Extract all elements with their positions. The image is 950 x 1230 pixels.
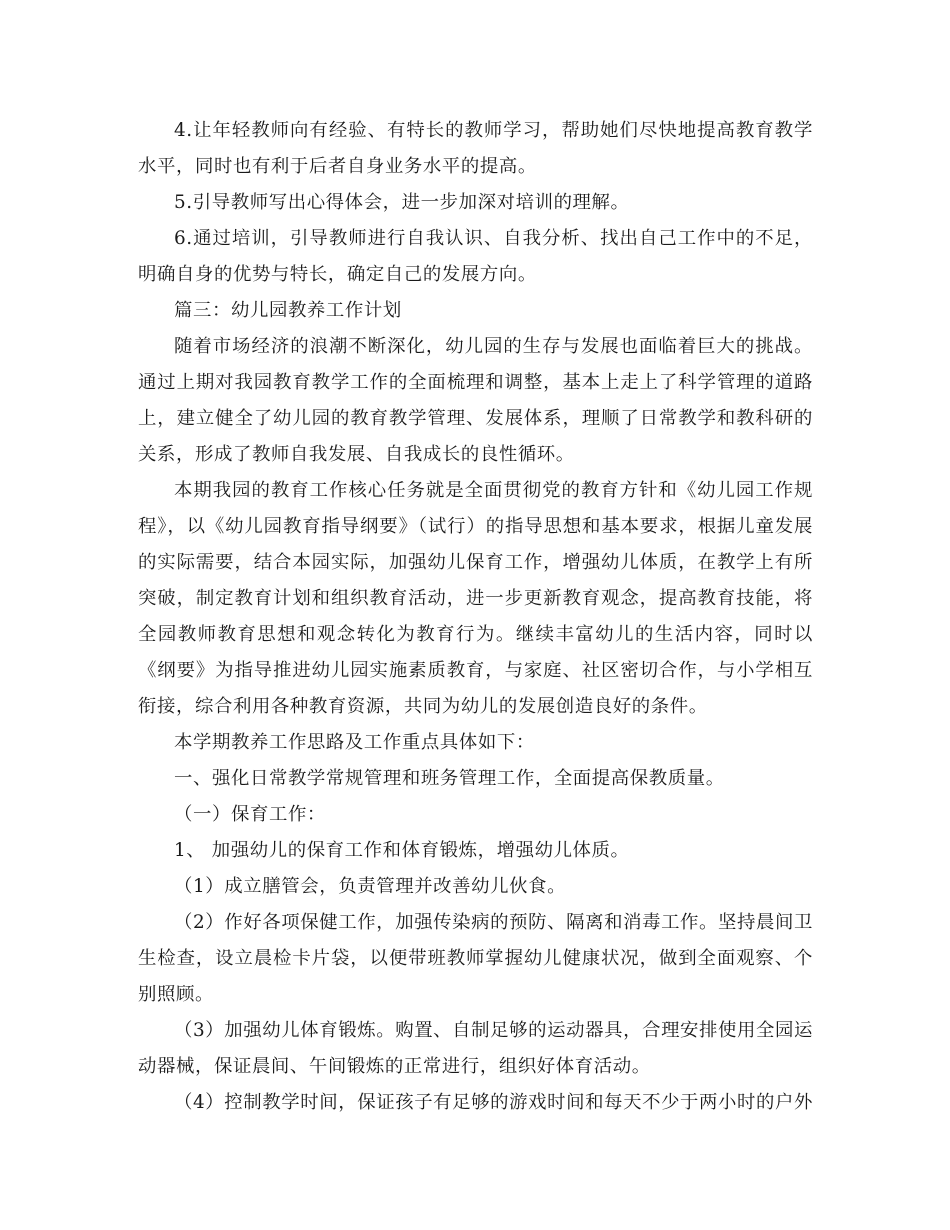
paragraph-subitem-4: （4）控制教学时间，保证孩子有足够的游戏时间和每天不少于两小时的户外 <box>174 1092 813 1113</box>
paragraph-subitem-1: （1）成立膳管会，负责管理并改善幼儿伙食。 <box>174 876 567 897</box>
paragraph-item-4: 4.让年轻教师向有经验、有特长的教师学习，帮助她们尽快地提高教育教学水平，同时也有利于后者自身业务水平的提高。 <box>138 120 813 177</box>
paragraph-intro: 随着市场经济的浪潮不断深化，幼儿园的生存与发展也面临着巨大的挑战。通过上期对我园教育教学工作的全面梳理和调整，基本上走上了科学管理的道路上，建立健全了幼儿园的教育教学管理、发展体系，理顺了日常教学和教科研的关系，形成了教师自我发展、自我成长的良性循环。 <box>138 336 813 465</box>
paragraph-subitem-3: （3）加强幼儿体育锻炼。购置、自制足够的运动器具，合理安排使用全园运动器械，保证晨间、午间锻炼的正常进行，组织好体育活动。 <box>138 1020 813 1077</box>
paragraph-item-1: 1、 加强幼儿的保育工作和体育锻炼，增强幼儿体质。 <box>174 840 630 861</box>
section-heading: 篇三：幼儿园教养工作计划 <box>174 300 402 321</box>
paragraph-item-6: 6.通过培训，引导教师进行自我认识、自我分析、找出自己工作中的不足，明确自身的优势与特长，确定自己的发展方向。 <box>138 228 813 285</box>
paragraph-subsection-care: （一）保育工作： <box>174 804 326 825</box>
paragraph-item-5: 5.引导教师写出心得体会，进一步加深对培训的理解。 <box>174 192 630 213</box>
paragraph-part-one: 一、强化日常教学常规管理和班务管理工作，全面提高保教质量。 <box>174 768 725 789</box>
paragraph-subitem-2: （2）作好各项保健工作，加强传染病的预防、隔离和消毒工作。坚持晨间卫生检查，设立晨检卡片袋，以便带班教师掌握幼儿健康状况，做到全面观察、个别照顾。 <box>138 912 813 1005</box>
paragraph-core-task: 本期我园的教育工作核心任务就是全面贯彻党的教育方针和《幼儿园工作规程》，以《幼儿园教育指导纲要》（试行）的指导思想和基本要求，根据儿童发展的实际需要，结合本园实际，加强幼儿保育工作，增强幼儿体质，在教学上有所突破，制定教育计划和组织教育活动，进一步更新教育观念，提高教育技能，将全园教师教育思想和观念转化为教育行为。继续丰富幼儿的生活内容，同时以《纲要》为指导推进幼儿园实施素质教育，与家庭、社区密切合作，与小学相互衔接，综合利用各种教育资源，共同为幼儿的发展创造良好的条件。 <box>138 480 813 717</box>
document-body <box>138 113 813 1121</box>
paragraph-outline-lead: 本学期教养工作思路及工作重点具体如下： <box>174 732 535 753</box>
